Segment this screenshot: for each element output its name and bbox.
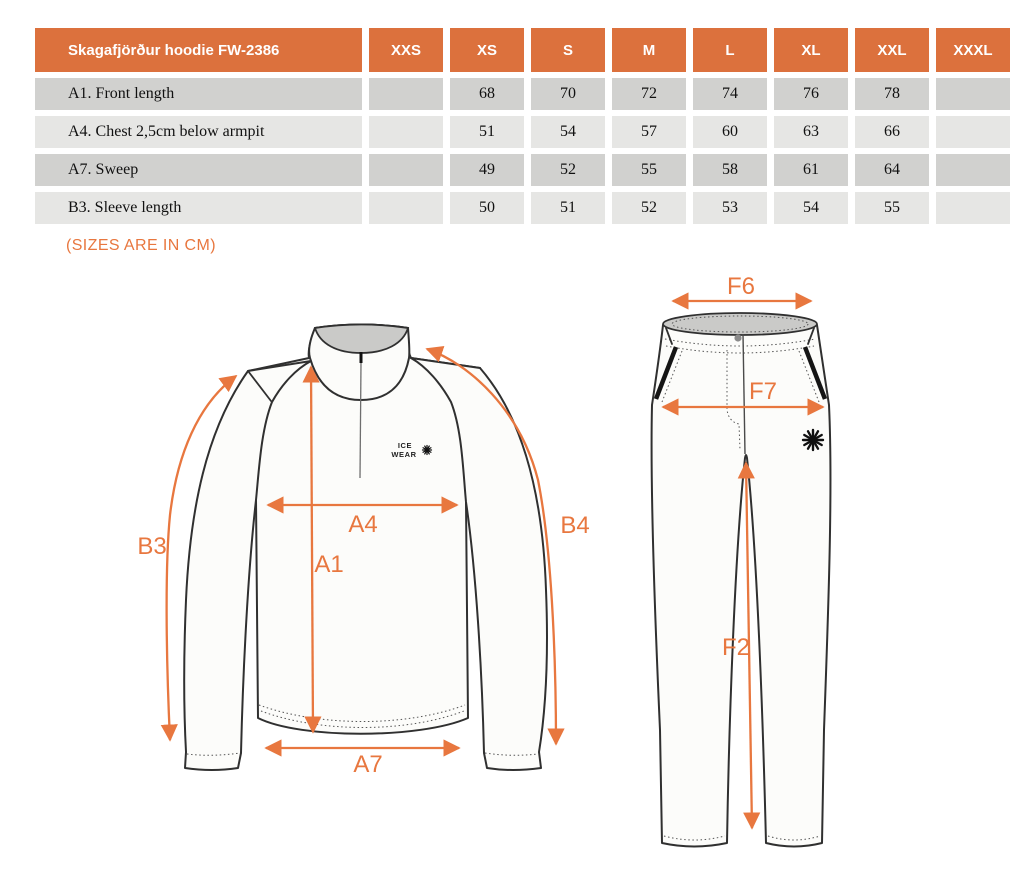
- size-value: 74: [693, 78, 767, 110]
- size-value: 58: [693, 154, 767, 186]
- size-value: 55: [612, 154, 686, 186]
- size-col-header-xxl: XXL: [855, 28, 929, 72]
- pants-body: [652, 325, 831, 847]
- size-value: 76: [774, 78, 848, 110]
- size-value: 66: [855, 116, 929, 148]
- brand-logo-line2: WEAR: [391, 450, 417, 459]
- size-value: 53: [693, 192, 767, 224]
- measurement-label: A1. Front length: [35, 78, 362, 110]
- size-value: 63: [774, 116, 848, 148]
- size-col-header-s: S: [531, 28, 605, 72]
- pants-f6-label: F6: [726, 273, 756, 300]
- size-value: 54: [531, 116, 605, 148]
- pants-waist-opening: [663, 313, 817, 335]
- hoodie-a1-label: A1: [314, 551, 344, 578]
- pants-button: [734, 334, 741, 341]
- size-value: 50: [450, 192, 524, 224]
- size-col-header-xl: XL: [774, 28, 848, 72]
- size-col-header-xs: XS: [450, 28, 524, 72]
- hoodie-b4-label: B4: [560, 512, 590, 539]
- pants-f2-label: F2: [721, 634, 750, 661]
- pants-drawing: [652, 273, 831, 847]
- hoodie-a7-label: A7: [353, 751, 383, 778]
- size-value: 70: [531, 78, 605, 110]
- size-value: 49: [450, 154, 524, 186]
- hoodie-a4-label: A4: [348, 511, 378, 538]
- size-value: 51: [450, 116, 524, 148]
- sizes-unit-note: (SIZES ARE IN CM): [66, 237, 216, 254]
- size-value: 61: [774, 154, 848, 186]
- size-value: 52: [531, 154, 605, 186]
- hoodie-b3-label: B3: [137, 533, 167, 560]
- size-value: 51: [531, 192, 605, 224]
- size-value: 64: [855, 154, 929, 186]
- size-col-header-xxxl: XXXL: [936, 28, 1010, 72]
- size-col-header-xxs: XXS: [369, 28, 443, 72]
- size-col-header-l: L: [693, 28, 767, 72]
- measurement-label: A7. Sweep: [35, 154, 362, 186]
- size-value: 72: [612, 78, 686, 110]
- measurement-label: A4. Chest 2,5cm below armpit: [35, 116, 362, 148]
- size-value: 68: [450, 78, 524, 110]
- pants-f7-label: F7: [748, 378, 778, 405]
- size-value: 57: [612, 116, 686, 148]
- size-value: 54: [774, 192, 848, 224]
- size-value: 52: [612, 192, 686, 224]
- measurement-label: B3. Sleeve length: [35, 192, 362, 224]
- hoodie-drawing: [137, 325, 589, 779]
- size-value: 78: [855, 78, 929, 110]
- size-value: 60: [693, 116, 767, 148]
- product-title: Skagafjörður hoodie FW-2386: [35, 28, 362, 72]
- size-value: 55: [855, 192, 929, 224]
- size-col-header-m: M: [612, 28, 686, 72]
- brand-logo-line1: ICE: [397, 441, 413, 450]
